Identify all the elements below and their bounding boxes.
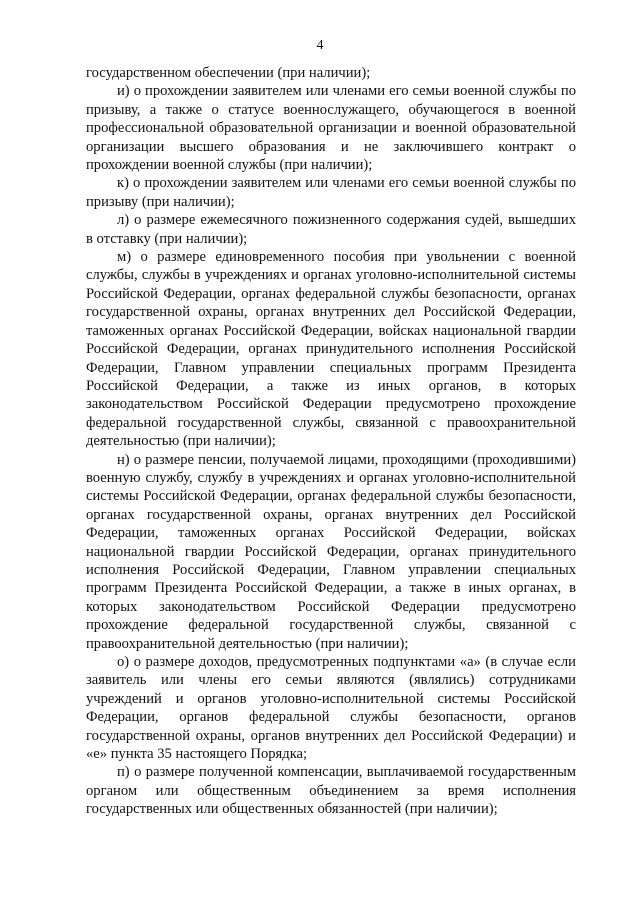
paragraph-continuation: государственном обеспечении (при наличии); bbox=[86, 65, 371, 81]
paragraph-item-o: о) о размере доходов, предусмотренных подпунктами «а» (в случае если заявитель или члены его семьи являются (являлись) сотрудниками учреждений и органов уголовно-исполнительной системы Российской Федерации, органов федеральной службы безопасности, органов государственной охраны, органов внутренних дел Российской Федерации) и «е» пункта 35 настоящего Порядка; bbox=[86, 654, 576, 763]
paragraph-item-n: н) о размере пенсии, получаемой лицами, проходящими (проходившими) военную службу, службу в учреждениях и органах уголовно-исполнительной системы Российской Федерации, органах федеральной службы безопасности, органах государственной охраны, органах внутренних дел Российской Федерации, таможенных органах Российской Федерации, войсках национальной гвардии Российской Федерации, органах принудительного исполнения Российской Федерации, Главном управлении специальных программ Президента Российской Федерации, а также в иных органах, в которых законодательством Российской Федерации предусмотрено прохождение федеральной государственной службы, связанной с правоохранительной деятельностью (при наличии); bbox=[86, 451, 576, 652]
paragraph-item-l: л) о размере ежемесячного пожизненного содержания судей, вышедших в отставку (при наличии); bbox=[86, 212, 576, 247]
page-number: 4 bbox=[316, 38, 324, 53]
paragraph-item-k: к) о прохождении заявителем или членами его семьи военной службы по призыву (при наличии); bbox=[86, 175, 576, 210]
paragraph-item-i: и) о прохождении заявителем или членами его семьи военной службы по призыву, а также о статусе военнослужащего, обучающегося в военной профессиональной образовательной организации и военной образовательной организации высшего образования и не заключившего контракт о прохождении военной службы (при наличии); bbox=[86, 83, 576, 174]
paragraph-item-p: п) о размере полученной компенсации, выплачиваемой государственным органом или общественным объединением за время исполнения государственных или общественных обязанностей (при наличии); bbox=[86, 764, 576, 818]
document-body bbox=[86, 64, 576, 819]
paragraph-item-m: м) о размере единовременного пособия при увольнении с военной службы, службы в учреждениях и органах уголовно-исполнительной системы Российской Федерации, органах федеральной службы безопасности, органах государственной охраны, органах внутренних дел Российской Федерации, таможенных органах Российской Федерации, войсках национальной гвардии Российской Федерации, органах принудительного исполнения Российской Федерации, Главном управлении специальных программ Президента Российской Федерации, а также из иных органов, в которых законодательством Российской Федерации предусмотрено прохождение федеральной государственной службы, связанной с правоохранительной деятельностью (при наличии); bbox=[86, 249, 576, 450]
